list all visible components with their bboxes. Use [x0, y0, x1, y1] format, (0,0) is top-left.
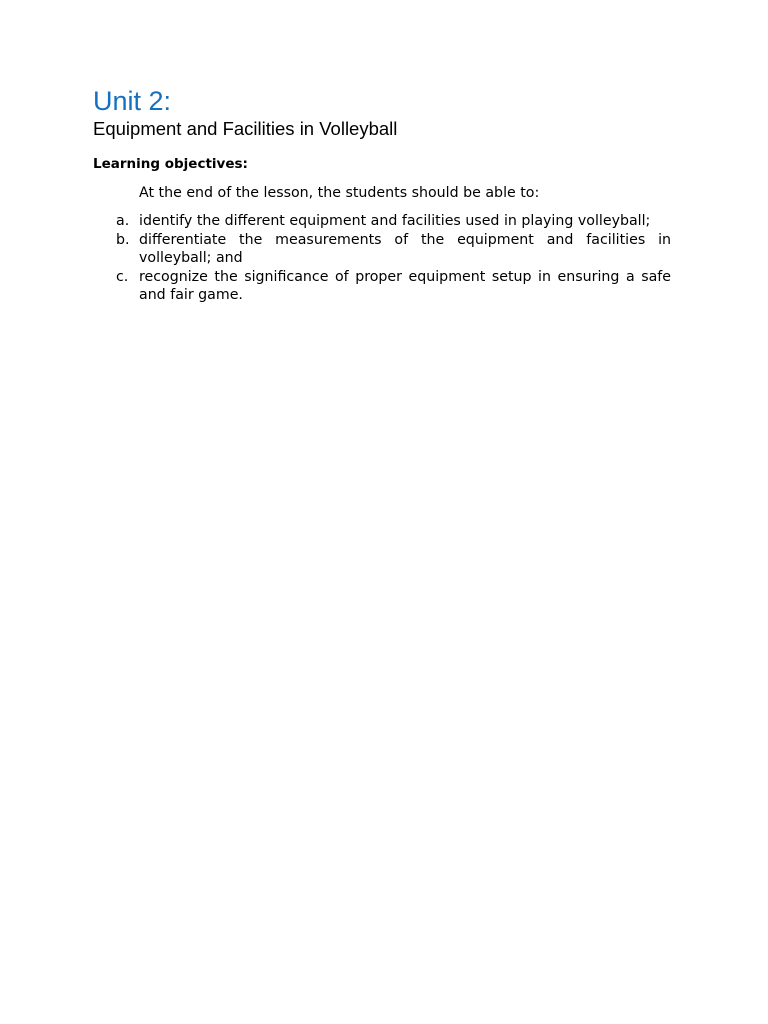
- unit-title: Unit 2:: [93, 86, 172, 116]
- objective-text: identify the different equipment and facilities used in playing volleyball;: [139, 213, 651, 229]
- objectives-intro: At the end of the lesson, the students should be able to:: [139, 185, 540, 201]
- objectives-list: [93, 212, 671, 304]
- objective-text: recognize the significance of proper equipment setup in ensuring a safe and fair game.: [139, 269, 671, 303]
- objective-marker: a.: [116, 213, 130, 229]
- unit-subtitle: Equipment and Facilities in Volleyball: [93, 118, 398, 139]
- learning-objectives-heading: Learning objectives:: [93, 156, 248, 172]
- objective-marker: c.: [116, 269, 129, 285]
- objective-item-b: [93, 231, 671, 267]
- objective-item-c: [93, 268, 671, 304]
- objective-marker: b.: [116, 232, 130, 248]
- objective-text: differentiate the measurements of the equipment and facilities in volleyball; and: [139, 232, 671, 266]
- objective-item-a: [93, 212, 671, 230]
